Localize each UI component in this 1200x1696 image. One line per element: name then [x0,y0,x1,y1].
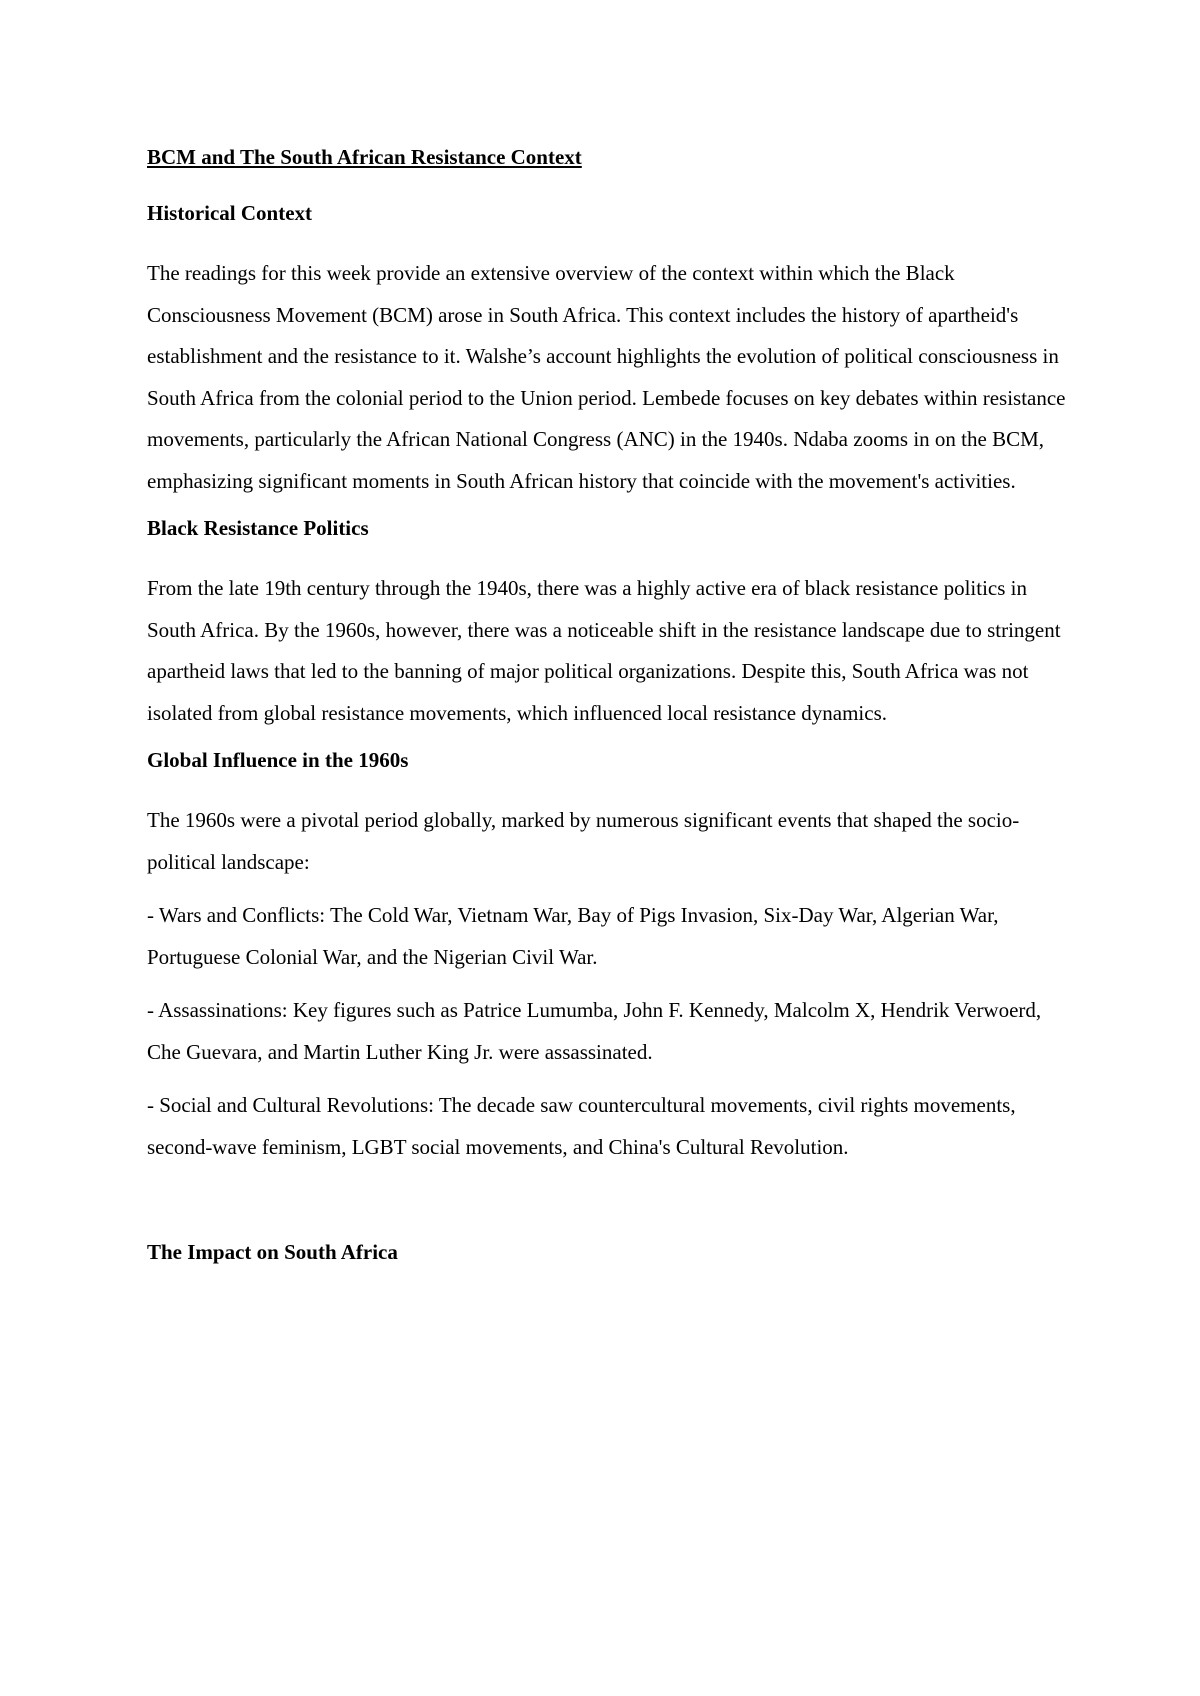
section-heading-historical-context: Historical Context [147,201,313,225]
section-heading-impact-on-south-africa: The Impact on South Africa [147,1240,398,1264]
list-item-social-cultural-revolutions: - Social and Cultural Revolutions: The decade saw countercultural movements, civil rights movements, second-wave feminism, LGBT social movements, and China's Cultural Revolution. [147,1093,1016,1159]
blank-line-spacer [147,1180,1077,1238]
paragraph-global-influence-intro: The 1960s were a pivotal period globally, marked by numerous significant events that shaped the socio-political landscape: [147,808,1020,874]
list-item-wars-and-conflicts: - Wars and Conflicts: The Cold War, Vietnam War, Bay of Pigs Invasion, Six-Day War, Algerian War, Portuguese Colonial War, and the Nigerian Civil War. [147,903,999,969]
section-heading-black-resistance-politics: Black Resistance Politics [147,516,369,540]
document-title: BCM and The South African Resistance Context [147,145,582,169]
paragraph-black-resistance-politics: From the late 19th century through the 1940s, there was a highly active era of black resistance politics in South Africa. By the 1960s, however, there was a noticeable shift in the resistance landscape due to stringent apartheid laws that led to the banning of major political organizations. Despite this, South Africa was not isolated from global resistance movements, which influenced local resistance dynamics. [147,576,1061,725]
list-item-assassinations: - Assassinations: Key figures such as Patrice Lumumba, John F. Kennedy, Malcolm X, Hendrik Verwoerd, Che Guevara, and Martin Luther King Jr. were assassinated. [147,998,1042,1064]
paragraph-historical-context: The readings for this week provide an extensive overview of the context within which the Black Consciousness Movement (BCM) arose in South Africa. This context includes the history of apartheid's establishment and the resistance to it. Walshe’s account highlights the evolution of political consciousness in South Africa from the colonial period to the Union period. Lembede focuses on key debates within resistance movements, particularly the African National Congress (ANC) in the 1940s. Ndaba zooms in on the BCM, emphasizing significant moments in South African history that coincide with the movement's activities. [147,261,1066,493]
document-page [147,143,1077,1292]
section-heading-global-influence: Global Influence in the 1960s [147,748,409,772]
